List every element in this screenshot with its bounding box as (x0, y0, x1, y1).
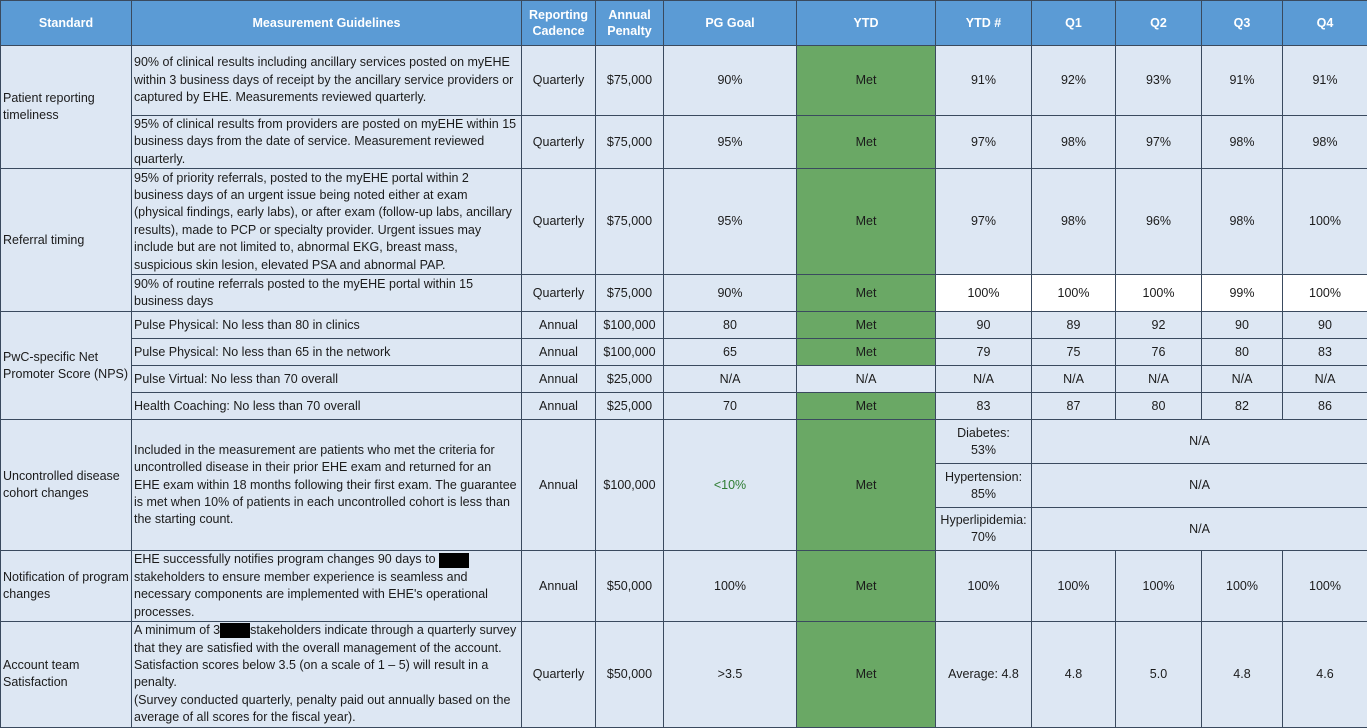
header-row (1, 1, 1367, 46)
table-row (1, 622, 1367, 727)
goal-cell: 100% (664, 551, 797, 622)
q4-cell: 98% (1283, 116, 1367, 169)
guideline-cell (132, 622, 522, 727)
q2-cell: 92 (1116, 312, 1202, 339)
guideline-cell: Pulse Physical: No less than 80 in clinics (132, 312, 522, 339)
redaction-block (220, 623, 250, 638)
table-row (1, 312, 1367, 339)
q4-cell: 90 (1283, 312, 1367, 339)
cadence-cell: Annual (522, 312, 596, 339)
goal-cell: <10% (664, 420, 797, 551)
q4-cell: 83 (1283, 339, 1367, 366)
header-q3: Q3 (1202, 1, 1283, 46)
ytd-status-cell: Met (797, 169, 936, 275)
header-q2: Q2 (1116, 1, 1202, 46)
cadence-cell: Annual (522, 420, 596, 551)
ytd-num-cell (936, 464, 1032, 508)
penalty-cell: $50,000 (596, 622, 664, 727)
q2-cell: 80 (1116, 393, 1202, 420)
q4-cell: 86 (1283, 393, 1367, 420)
ytd-num-cell: Average: 4.8 (936, 622, 1032, 727)
goal-cell: >3.5 (664, 622, 797, 727)
guideline-text-end: stakeholders to ensure member experience is seamless and necessary components are implemented with EHE's operational processes. (134, 570, 488, 619)
redaction-block (439, 553, 469, 568)
ytd-num-cell: 97% (936, 116, 1032, 169)
q3-cell: 80 (1202, 339, 1283, 366)
cadence-cell: Quarterly (522, 116, 596, 169)
penalty-cell: $100,000 (596, 339, 664, 366)
standard-cell: Referral timing (1, 169, 132, 312)
q2-cell: N/A (1116, 366, 1202, 393)
ytd-status-cell: Met (797, 420, 936, 551)
header-goal: PG Goal (664, 1, 797, 46)
table-row (1, 420, 1367, 464)
hypertension-value: 85% (971, 487, 996, 501)
table-row (1, 116, 1367, 169)
guideline-text-end: stakeholders indicate through a quarterly survey that they are satisfied with the overall management of the account. Satisfaction scores below 3.5 (on a scale of 1 – 5) will result in a penalty. (134, 623, 516, 689)
q3-cell: 4.8 (1202, 622, 1283, 727)
goal-cell: 90% (664, 46, 797, 116)
table-row (1, 275, 1367, 312)
table-row (1, 393, 1367, 420)
standard-cell: Notification of program changes (1, 551, 132, 622)
diabetes-label: Diabetes: (957, 426, 1010, 440)
cadence-cell: Quarterly (522, 46, 596, 116)
guideline-cell (132, 551, 522, 622)
ytd-status-cell: Met (797, 275, 936, 312)
penalty-cell: $75,000 (596, 116, 664, 169)
ytd-num-cell: 90 (936, 312, 1032, 339)
guideline-text-start: EHE successfully notifies program changes 90 days to (134, 552, 436, 566)
q3-cell: 99% (1202, 275, 1283, 312)
q3-cell: 91% (1202, 46, 1283, 116)
penalty-cell: $75,000 (596, 46, 664, 116)
goal-cell: 80 (664, 312, 797, 339)
goal-cell: 65 (664, 339, 797, 366)
goal-cell: N/A (664, 366, 797, 393)
q4-cell: 91% (1283, 46, 1367, 116)
standard-cell: PwC-specific Net Promoter Score (NPS) (1, 312, 132, 420)
ytd-num-cell: 79 (936, 339, 1032, 366)
q3-cell: 90 (1202, 312, 1283, 339)
cadence-cell: Annual (522, 366, 596, 393)
q2-cell: 100% (1116, 551, 1202, 622)
quarters-cell: N/A (1032, 420, 1367, 464)
q2-cell: 96% (1116, 169, 1202, 275)
cadence-cell: Annual (522, 551, 596, 622)
cadence-cell: Quarterly (522, 169, 596, 275)
q3-cell: 82 (1202, 393, 1283, 420)
standard-cell: Account team Satisfaction (1, 622, 132, 727)
q1-cell: 89 (1032, 312, 1116, 339)
q3-cell: 100% (1202, 551, 1283, 622)
q1-cell: 100% (1032, 275, 1116, 312)
penalty-cell: $50,000 (596, 551, 664, 622)
q2-cell: 5.0 (1116, 622, 1202, 727)
quarters-cell: N/A (1032, 464, 1367, 508)
guideline-cell: Health Coaching: No less than 70 overall (132, 393, 522, 420)
header-guidelines: Measurement Guidelines (132, 1, 522, 46)
ytd-num-cell: 83 (936, 393, 1032, 420)
ytd-status-cell: Met (797, 622, 936, 727)
ytd-num-cell (936, 508, 1032, 551)
table-row (1, 46, 1367, 116)
q4-cell: 4.6 (1283, 622, 1367, 727)
goal-cell: 95% (664, 169, 797, 275)
table-row (1, 169, 1367, 275)
q1-cell: 4.8 (1032, 622, 1116, 727)
q1-cell: N/A (1032, 366, 1116, 393)
header-ytd: YTD (797, 1, 936, 46)
q2-cell: 97% (1116, 116, 1202, 169)
penalty-cell: $25,000 (596, 366, 664, 393)
penalty-cell: $75,000 (596, 169, 664, 275)
q2-cell: 100% (1116, 275, 1202, 312)
hyperlipidemia-value: 70% (971, 530, 996, 544)
guideline-cell: 90% of routine referrals posted to the myEHE portal within 15 business days (132, 275, 522, 312)
ytd-num-cell: 97% (936, 169, 1032, 275)
q4-cell: N/A (1283, 366, 1367, 393)
q1-cell: 92% (1032, 46, 1116, 116)
cadence-cell: Annual (522, 393, 596, 420)
ytd-num-cell: 100% (936, 551, 1032, 622)
ytd-status-cell: Met (797, 46, 936, 116)
q3-cell: 98% (1202, 116, 1283, 169)
penalty-cell: $100,000 (596, 420, 664, 551)
header-standard: Standard (1, 1, 132, 46)
goal-cell: 95% (664, 116, 797, 169)
header-cadence: Reporting Cadence (522, 1, 596, 46)
guideline-cell: 90% of clinical results including ancillary services posted on myEHE within 3 business days of receipt by the ancillary service providers or captured by EHE. Measurements reviewed quarterly. (132, 46, 522, 116)
q3-cell: 98% (1202, 169, 1283, 275)
standard-cell: Patient reporting timeliness (1, 46, 132, 169)
guideline-cell: Pulse Virtual: No less than 70 overall (132, 366, 522, 393)
header-q1: Q1 (1032, 1, 1116, 46)
q1-cell: 100% (1032, 551, 1116, 622)
ytd-status-cell: Met (797, 116, 936, 169)
goal-cell: 90% (664, 275, 797, 312)
ytd-num-cell (936, 420, 1032, 464)
guideline-cell: 95% of clinical results from providers are posted on myEHE within 15 business days from the date of service. Measurement reviewed quarterly. (132, 116, 522, 169)
q1-cell: 87 (1032, 393, 1116, 420)
ytd-num-cell: 91% (936, 46, 1032, 116)
header-penalty: Annual Penalty (596, 1, 664, 46)
table-row (1, 551, 1367, 622)
goal-cell: 70 (664, 393, 797, 420)
q1-cell: 75 (1032, 339, 1116, 366)
table-row (1, 366, 1367, 393)
cadence-cell: Quarterly (522, 275, 596, 312)
hypertension-label: Hypertension: (945, 470, 1022, 484)
cadence-cell: Quarterly (522, 622, 596, 727)
header-ytd-num: YTD # (936, 1, 1032, 46)
q4-cell: 100% (1283, 551, 1367, 622)
guideline-cell: 95% of priority referrals, posted to the myEHE portal within 2 business days of an urgent issue being noted either at exam (physical findings, early labs), or after exam (follow-up labs, ancillary results), made to PCP or specialty provider. Urgent issues may include but are not limited to, abnormal EKG, breast mass, suspicious skin lesion, elevated PSA and abnormal PAP. (132, 169, 522, 275)
q1-cell: 98% (1032, 169, 1116, 275)
quarters-cell: N/A (1032, 508, 1367, 551)
guideline-text-start: A minimum of 3 (134, 623, 220, 637)
ytd-status-cell: Met (797, 339, 936, 366)
diabetes-value: 53% (971, 443, 996, 457)
standard-cell: Uncontrolled disease cohort changes (1, 420, 132, 551)
table-row (1, 339, 1367, 366)
ytd-status-cell: N/A (797, 366, 936, 393)
guideline-cell: Included in the measurement are patients who met the criteria for uncontrolled disease in their prior EHE exam and returned for an EHE exam within 18 months following their first exam. The guarantee is met when 10% of patients in each uncontrolled cohort is less than the starting count. (132, 420, 522, 551)
guideline-note: (Survey conducted quarterly, penalty paid out annually based on the average of all scores for the fiscal year). (134, 693, 510, 724)
guideline-cell: Pulse Physical: No less than 65 in the network (132, 339, 522, 366)
header-q4: Q4 (1283, 1, 1367, 46)
q1-cell: 98% (1032, 116, 1116, 169)
q2-cell: 93% (1116, 46, 1202, 116)
ytd-status-cell: Met (797, 551, 936, 622)
ytd-num-cell: N/A (936, 366, 1032, 393)
ytd-status-cell: Met (797, 393, 936, 420)
penalty-cell: $25,000 (596, 393, 664, 420)
q4-cell: 100% (1283, 169, 1367, 275)
q4-cell: 100% (1283, 275, 1367, 312)
cadence-cell: Annual (522, 339, 596, 366)
penalty-cell: $100,000 (596, 312, 664, 339)
ytd-status-cell: Met (797, 312, 936, 339)
hyperlipidemia-label: Hyperlipidemia: (940, 513, 1026, 527)
q2-cell: 76 (1116, 339, 1202, 366)
penalty-cell: $75,000 (596, 275, 664, 312)
ytd-num-cell: 100% (936, 275, 1032, 312)
q3-cell: N/A (1202, 366, 1283, 393)
